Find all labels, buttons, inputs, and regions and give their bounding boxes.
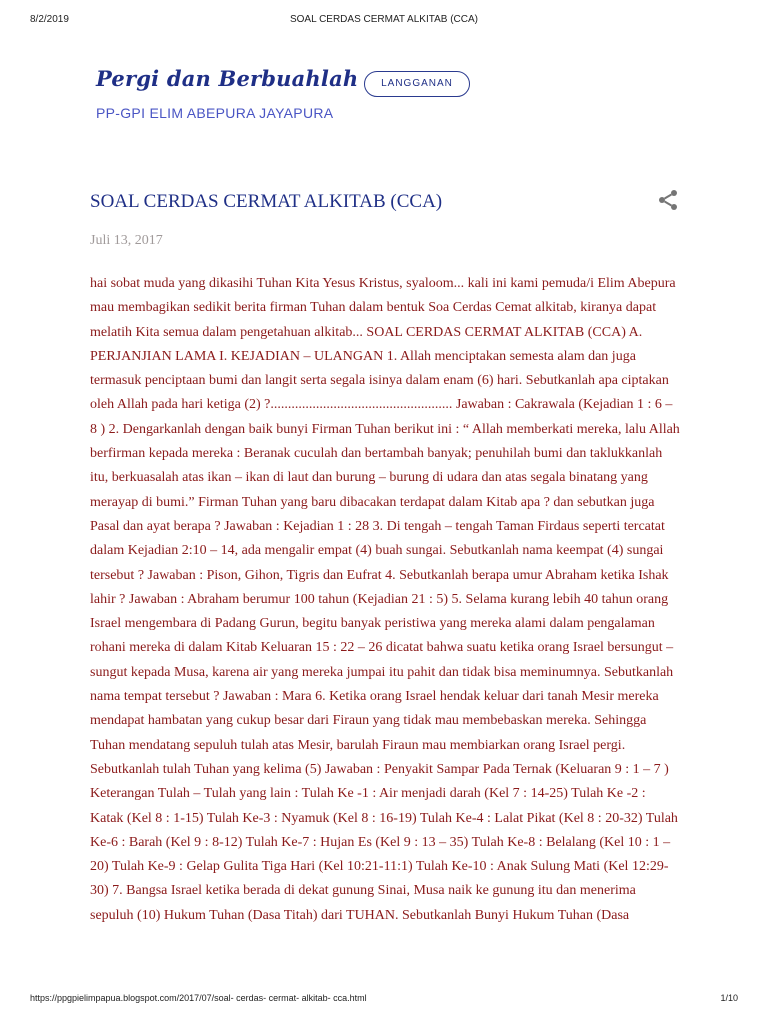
post-body: hai sobat muda yang dikasihi Tuhan Kita Yesus Kristus, syaloom... kali ini kami pemuda/i Elim Abepura mau membagikan sedikit berita firman Tuhan dalam bentuk Soa Cerdas Cemat alkitab, kiranya dapat melatih Kita semua dalam pengetahuan alkitab... SOAL CERDAS CERMAT ALKITAB (CCA) A. PERJANJIAN LAMA I. KEJADIAN – ULANGAN 1. Allah menciptakan semesta alam dan juga termasuk penciptaan bumi dan langit serta segala isinya dalam enam (6) hari. Sebutkanlah apa ciptakan oleh Allah pada hari ketiga (2) ?.................................................... Jawaban : Cakrawala (Kejadian 1 : 6 – 8 ) 2. Dengarkanlah dengan baik bunyi Firman Tuhan berikut ini : “ Allah memberkati mereka, lalu Allah berfirman kepada mereka : Beranak cuculah dan bertambah banyak; penuhilah bumi dan taklukkanlah itu, berkuasalah atas ikan – ikan di laut dan burung – burung di udara dan atas segala binatang yang merayap di bumi.” Firman Tuhan yang baru dibacakan terdapat dalam Kitab apa ? dan sebutkan juga Pasal dan ayat berapa ? Jawaban : Kejadian 1 : 28 3. Di tengah – tengah Taman Firdaus seperti tercatat dalam Kejadian 2:10 – 14, ada mengalir empat (4) buah sungai. Sebutkanlah nama keempat (4) sungai tersebut ? Jawaban : Pison, Gihon, Tigris dan Eufrat 4. Sebutkanlah berapa umur Abraham ketika Ishak lahir ? Jawaban : Abraham berumur 100 tahun (Kejadian 21 : 5) 5. Selama kurang lebih 40 tahun orang Israel mengembara di Padang Gurun, begitu banyak peristiwa yang mereka alami dalam pengalaman rohani mereka di dalam Kitab Keluaran 15 : 22 – 26 dicatat bahwa suatu ketika orang Israel bersungut – sungut kepada Musa, karena air yang mereka jumpai itu pahit dan tidak bisa meminumnya. Sebutkanlah nama tempat tersebut ? Jawaban : Mara 6. Ketika orang Israel hendak keluar dari tanah Mesir mereka mendapat hambatan yang cukup besar dari Firaun yang tidak mau membebaskan mereka. Sehingga Tuhan mendatang sepuluh tulah atas Mesir, barulah Firaun mau membiarkan orang Israel pergi. Sebutkanlah tulah Tuhan yang kelima (5) Jawaban : Penyakit Sampar Pada Ternak (Keluaran 9 : 1 – 7 ) Keterangan Tulah – Tulah yang lain : Tulah Ke -1 : Air menjadi darah (Kel 7 : 14-25) Tulah Ke -2 : Katak (Kel 8 : 1-15) Tulah Ke-3 : Nyamuk (Kel 8 : 16-19) Tulah Ke-4 : Lalat Pikat (Kel 8 : 20-32) Tulah Ke-6 : Barah (Kel 9 : 8-12) Tulah Ke-7 : Hujan Es (Kel 9 : 13 – 35) Tulah Ke-8 : Belalang (Kel 10 : 1 – 20) Tulah Ke-9 : Gelap Gulita Tiga Hari (Kel 10:21-11:1) Tulah Ke-10 : Anak Sulung Mati (Kel 12:29-30) 7. Bangsa Israel ketika berada di dekat gunung Sinai, Musa naik ke gunung itu dan menerima sepuluh (10) Hukum Tuhan (Dasa Titah) dari TUHAN. Sebutkanlah Bunyi Hukum Tuhan (Dasa <box>90 276 680 923</box>
subscribe-button[interactable]: LANGGANAN <box>364 71 470 97</box>
post-title[interactable]: SOAL CERDAS CERMAT ALKITAB (CCA) <box>90 191 443 212</box>
print-url: https://ppgpielimpapua.blogspot.com/2017/07/soal- cerdas- cermat- alkitab- cca.html <box>30 993 367 1003</box>
post-date[interactable]: Juli 13, 2017 <box>90 233 163 248</box>
print-footer <box>30 993 738 1007</box>
print-header <box>30 14 738 28</box>
print-date: 8/2/2019 <box>30 14 69 25</box>
blog-title[interactable]: Pergi dan Berbuahlah <box>96 66 359 91</box>
print-title: SOAL CERDAS CERMAT ALKITAB (CCA) <box>289 14 478 25</box>
share-icon[interactable] <box>656 188 680 212</box>
share-icon-graphic <box>656 188 680 212</box>
page-number: 1/10 <box>720 993 738 1003</box>
blog-description: PP-GPI ELIM ABEPURA JAYAPURA <box>96 105 334 121</box>
